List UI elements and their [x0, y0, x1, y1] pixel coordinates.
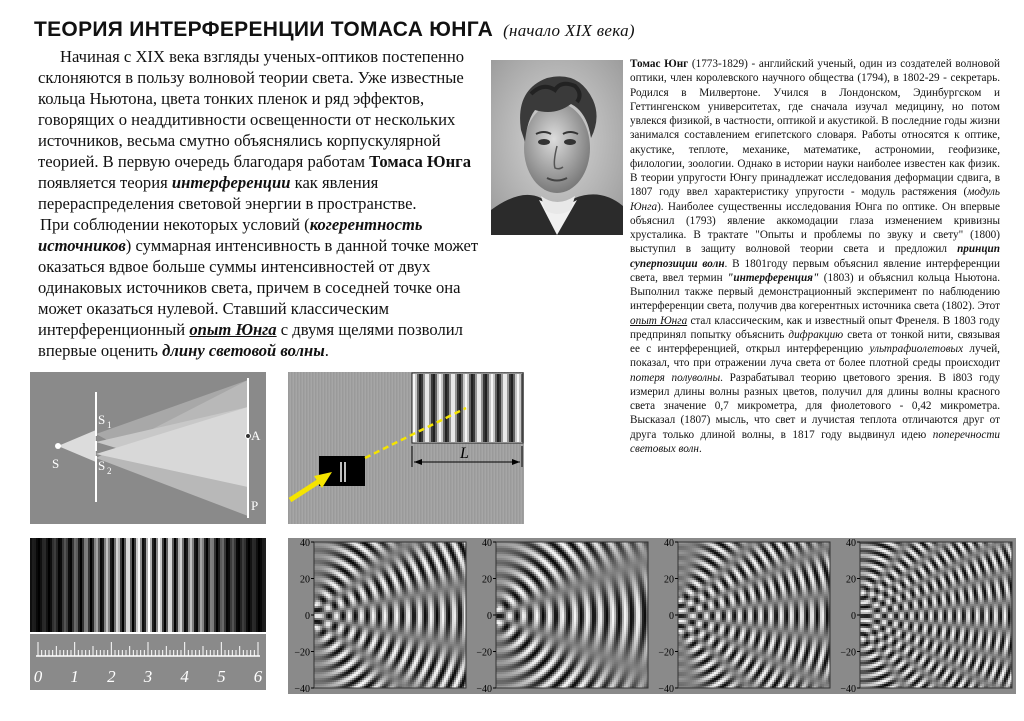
bio-young-modulus: модуль Юнга	[630, 186, 1000, 212]
bio-s9: стал классическим, как и известный опыт Френеля. В 1803 году предпринял попытку объяснить	[630, 315, 1000, 341]
bio-half-wave-loss: потеря полуволны	[630, 372, 720, 384]
bio-s13: лучей, показал, что при отражении луча света от более плотной среды происходит	[630, 343, 1000, 369]
bio-s17: .	[699, 443, 702, 455]
intro-paragraph-1	[38, 46, 490, 214]
intro-p2-e: с двумя щелями позволил впервые оценить	[38, 320, 463, 360]
bio-s5: . В 1801году первым объяснил явление интерференции света, ввел термин	[630, 258, 1000, 284]
bio-s1: (1773-1829) - английский ученый, один из создателей волновой оптики, член королевского научного общества (1794), в 1802-29 - секретарь. Родился в Милвертоне. Учился в Лондонском, Эдинбургском и Геттингенском университетах, где сначала изучал медицину, но потом увлекся физикой, в частности, оптикой и акустикой. В последние годы жизни занимался составлением египетского словаря. Работы относятся к оптике, акустике, теплоте, механике, математике, астрономии, геофизике, филологии, зоологии. Однако в истории науки наиболее известен как физик. В теории упругости Юнгу принадлежат исследования деформации сдвига, в 1807 году ввел характеристику упругости - модуль растяжения (	[630, 58, 1000, 198]
bio-name: Томас Юнг	[630, 58, 688, 70]
double-slit-diagram	[30, 372, 266, 524]
label-L: L	[459, 445, 469, 462]
label-S: S	[52, 456, 59, 471]
plot-ytick: 40	[664, 538, 674, 549]
intro-p1-a: Начиная с XIX века взгляды ученых-оптиков постепенно склоняются в пользу волновой теории света. Уже известные кольца Ньютона, цвета тонких пленок и ряд эффектов, говорящих о неаддитивности освещенности от нескольких источников, весьма смутно объяснялись корпускулярной теорией. В первую очередь благодаря работам	[38, 47, 464, 171]
label-S2: S	[98, 458, 105, 473]
bio-interference-term: "интерференция"	[727, 272, 819, 284]
label-A: A	[251, 428, 261, 443]
intro-text	[38, 46, 490, 361]
label-P: P	[251, 498, 258, 513]
ruler-label: 3	[143, 667, 153, 686]
plot-ytick: 20	[664, 575, 674, 586]
plot-ytick: −40	[476, 684, 492, 694]
page-title-subtitle: (начало XIX века)	[503, 21, 635, 40]
bio-s3: ). Наиболее существенны исследования Юнга по оптике. Он впервые объяснил (1793) явление аккомодации глаза изменением кривизны хрусталика. В трактате "Опыты и проблемы по звуку и свету" (1800) выступил в защиту волновой теории света и предложил	[630, 201, 1000, 256]
plot-ytick: −40	[658, 684, 674, 694]
plot-ytick: 0	[669, 611, 674, 622]
plot-ytick: −20	[476, 648, 492, 659]
ruler	[30, 634, 266, 690]
bio-ultraviolet: ультрафиолетовых	[869, 343, 963, 355]
biography-text	[630, 57, 1000, 456]
intro-p1-term: интерференции	[172, 173, 291, 192]
plot-ytick: 40	[846, 538, 856, 549]
plot-ytick: 20	[846, 575, 856, 586]
plot-ytick: −40	[294, 684, 310, 694]
plot-ytick: −40	[840, 684, 856, 694]
plot-ytick: 40	[482, 538, 492, 549]
intro-paragraph-2	[38, 214, 490, 361]
label-S2-sub: 2	[107, 466, 112, 476]
intro-p2-g: .	[325, 341, 329, 360]
ruler-label: 1	[70, 667, 79, 686]
intro-p2-c: ) суммарная интенсивность в данной точке может оказаться вдвое больше суммы интенсивностей от двух одинаковых источников света, причем в соседней точке она может оказаться нулевой. Ставший классическим интерференционный	[38, 236, 478, 339]
ruler-label: 2	[107, 667, 116, 686]
interference-fringes	[30, 538, 266, 632]
plot-ytick: 0	[487, 611, 492, 622]
intro-p2-wavelength: длину световой волны	[162, 341, 325, 360]
plot-ytick: 0	[851, 611, 856, 622]
wave-interference-plot	[834, 538, 1016, 694]
plot-ytick: −20	[294, 648, 310, 659]
ruler-label: 0	[34, 667, 43, 686]
ruler-label: 5	[217, 667, 226, 686]
intro-p1-c: появляется теория	[38, 173, 172, 192]
experiment-diagram	[288, 372, 524, 524]
wave-interference-plot	[652, 538, 834, 694]
bio-s15: . Разрабатывал теорию цветового зрения. В i803 году измерил длины волны разных цветов, получил для длины волны красного света значение 0,7 микрометра, для фиолетового - 0,42 микрометра. Высказал (1807) мысль, что свет и лучистая теплота отличаются друг от друга только длиной волны, в 1817 году выдвинул идею	[630, 372, 1000, 441]
plot-ytick: −20	[840, 648, 856, 659]
bio-diffraction: дифракцию	[788, 329, 843, 341]
bio-transverse-waves: поперечности световых волн	[630, 429, 1000, 455]
bio-superposition: принцип суперпозиции волн	[630, 243, 1000, 269]
intro-p1-e: как явления перераспределения световой энергии в пространстве.	[38, 173, 417, 213]
plot-ytick: 20	[482, 575, 492, 586]
label-S1: S	[98, 412, 105, 427]
ruler-label: 6	[254, 667, 263, 686]
wave-interference-plot	[288, 538, 470, 694]
page-title	[34, 18, 635, 42]
intro-p2-term: когерентность источников	[38, 215, 422, 255]
page-title-main: ТЕОРИЯ ИНТЕРФЕРЕНЦИИ ТОМАСА ЮНГА	[34, 18, 493, 41]
bio-s7: (1803) и объяснил кольца Ньютона. Выполнил также первый демонстрационный эксперимент по наблюдению интерференции света, получив два когерентных источника света (1802). Этот	[630, 272, 1000, 313]
portrait-thomas-young	[491, 60, 623, 235]
fringe-pattern-photo	[413, 374, 523, 442]
plot-ytick: 20	[300, 575, 310, 586]
intro-p1-name: Томаса Юнга	[369, 152, 471, 171]
intro-p2-a: При соблюдении некоторых условий (	[40, 215, 310, 234]
wave-interference-plot	[470, 538, 652, 694]
bio-s11: света от тонкой нити, связывая ее с интерференцией, открыл интерференцию	[630, 329, 1000, 355]
ruler-label: 4	[180, 667, 189, 686]
label-S1-sub: 1	[107, 420, 112, 430]
intro-p2-experiment: опыт Юнга	[189, 320, 276, 339]
plot-ytick: −20	[658, 648, 674, 659]
bio-young-experiment: опыт Юнга	[630, 315, 687, 327]
plot-ytick: 0	[305, 611, 310, 622]
plot-ytick: 40	[300, 538, 310, 549]
